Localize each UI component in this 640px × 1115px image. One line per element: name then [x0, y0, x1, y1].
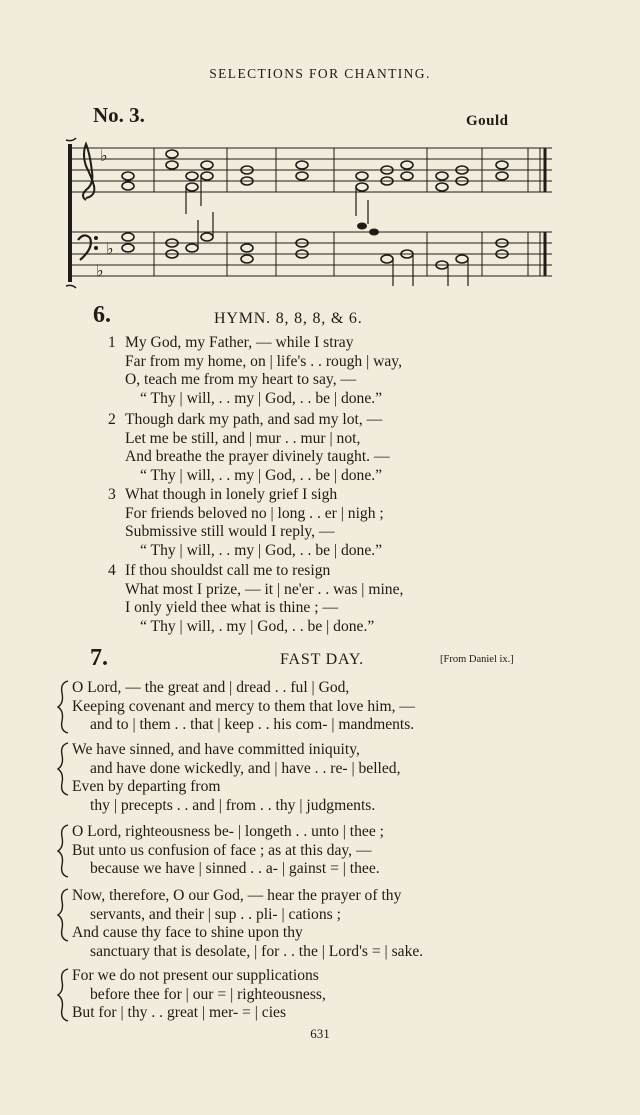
verse-line: What though in lonely grief I sigh: [125, 486, 338, 503]
brace-icon: [56, 967, 70, 1023]
running-head: SELECTIONS FOR CHANTING.: [209, 66, 431, 81]
brace-icon: [56, 679, 70, 735]
chant-line: servants, and their | sup . . pli- | cations ;: [90, 905, 341, 923]
chant-line: sanctuary that is desolate, | for . . the | Lord's = | sake.: [90, 943, 424, 961]
stanza-number: 2: [108, 411, 116, 428]
section-title-fast-day: FAST DAY.: [280, 651, 364, 668]
stanza-1: [108, 334, 402, 409]
verse-line: What most I prize, — it | ne'er . . was | mine,: [125, 580, 404, 598]
brace-icon: [56, 823, 70, 879]
source-note: [From Daniel ix.]: [440, 654, 514, 665]
chant-line: because we have | sinned . . a- | gainst = | thee.: [90, 860, 380, 878]
tune-number: No. 3.: [93, 103, 145, 127]
chant-line: But for | thy . . great | mer- = | cies: [72, 1004, 287, 1022]
stanza-2: [108, 411, 390, 486]
verse-line: Submissive still would I reply, —: [125, 523, 335, 541]
chant-verse-4: [56, 887, 423, 962]
svg-text:♭: ♭: [100, 146, 108, 165]
chant-line: Now, therefore, O our God, — hear the prayer of thy: [72, 887, 402, 904]
page-number: 631: [310, 1026, 330, 1041]
chant-line: and to | them . . that | keep . . his com- | mandments.: [90, 716, 415, 734]
chant-verse-1: [56, 679, 415, 735]
chant-line: Keeping covenant and mercy to them that love him, —: [72, 697, 415, 715]
brace-icon: [56, 741, 70, 797]
section-title-hymn: HYMN. 8, 8, 8, & 6.: [214, 310, 363, 327]
section-number-6: 6.: [93, 302, 111, 328]
verse-line: Far from my home, on | life's . . rough | way,: [125, 352, 402, 370]
chant-line: O Lord, righteousness be- | longeth . . unto | thee ;: [72, 823, 384, 840]
chant-verse-3: [56, 823, 384, 879]
chant-line: and have done wickedly, and | have . . re- | belled,: [90, 759, 401, 777]
verse-line: If thou shouldst call me to resign: [125, 562, 331, 579]
chant-line: O Lord, — the great and | dread . . ful | God,: [72, 679, 350, 696]
verse-line: “ Thy | will, . . my | God, . . be | done.”: [140, 542, 383, 560]
stanza-number: 3: [108, 486, 116, 503]
chant-line: But unto us confusion of face ; as at this day, —: [72, 841, 372, 859]
brace-icon: [56, 887, 70, 943]
verse-line: Let me be still, and | mur . . mur | not,: [125, 429, 361, 447]
verse-line: And breathe the prayer divinely taught. —: [125, 448, 390, 466]
verse-line: “ Thy | will, . . my | God, . . be | done.”: [140, 467, 383, 485]
svg-text:♭: ♭: [96, 261, 104, 280]
stanza-number: 4: [108, 562, 116, 579]
verse-line: Though dark my path, and sad my lot, —: [125, 411, 383, 428]
stanza-number: 1: [108, 334, 116, 351]
chant-line: And cause thy face to shine upon thy: [72, 924, 303, 942]
chant-line: thy | precepts . . and | from . . thy | judgments.: [90, 797, 376, 815]
verse-line: O, teach me from my heart to say, —: [125, 371, 357, 389]
chant-line: For we do not present our supplications: [72, 967, 319, 984]
svg-text:♭: ♭: [106, 239, 114, 258]
composer-name: Gould: [466, 113, 509, 129]
chant-line: We have sinned, and have committed iniquity,: [72, 741, 360, 758]
chant-line: Even by departing from: [72, 778, 221, 796]
verse-line: “ Thy | will, . my | God, . . be | done.”: [140, 618, 375, 636]
verse-line: I only yield thee what is thine ; —: [125, 599, 339, 617]
verse-line: My God, my Father, — while I stray: [125, 334, 354, 351]
chant-score: [62, 136, 562, 296]
section-number-7: 7.: [90, 645, 108, 671]
verse-line: For friends beloved no | long . . er | nigh ;: [125, 504, 384, 522]
chant-line: before thee for | our = | righteousness,: [90, 985, 326, 1003]
chant-verse-2: [56, 741, 401, 816]
stanza-4: [108, 562, 403, 637]
chant-verse-5: [56, 967, 326, 1023]
verse-line: “ Thy | will, . . my | God, . . be | done.”: [140, 390, 383, 408]
stanza-3: [108, 486, 384, 561]
